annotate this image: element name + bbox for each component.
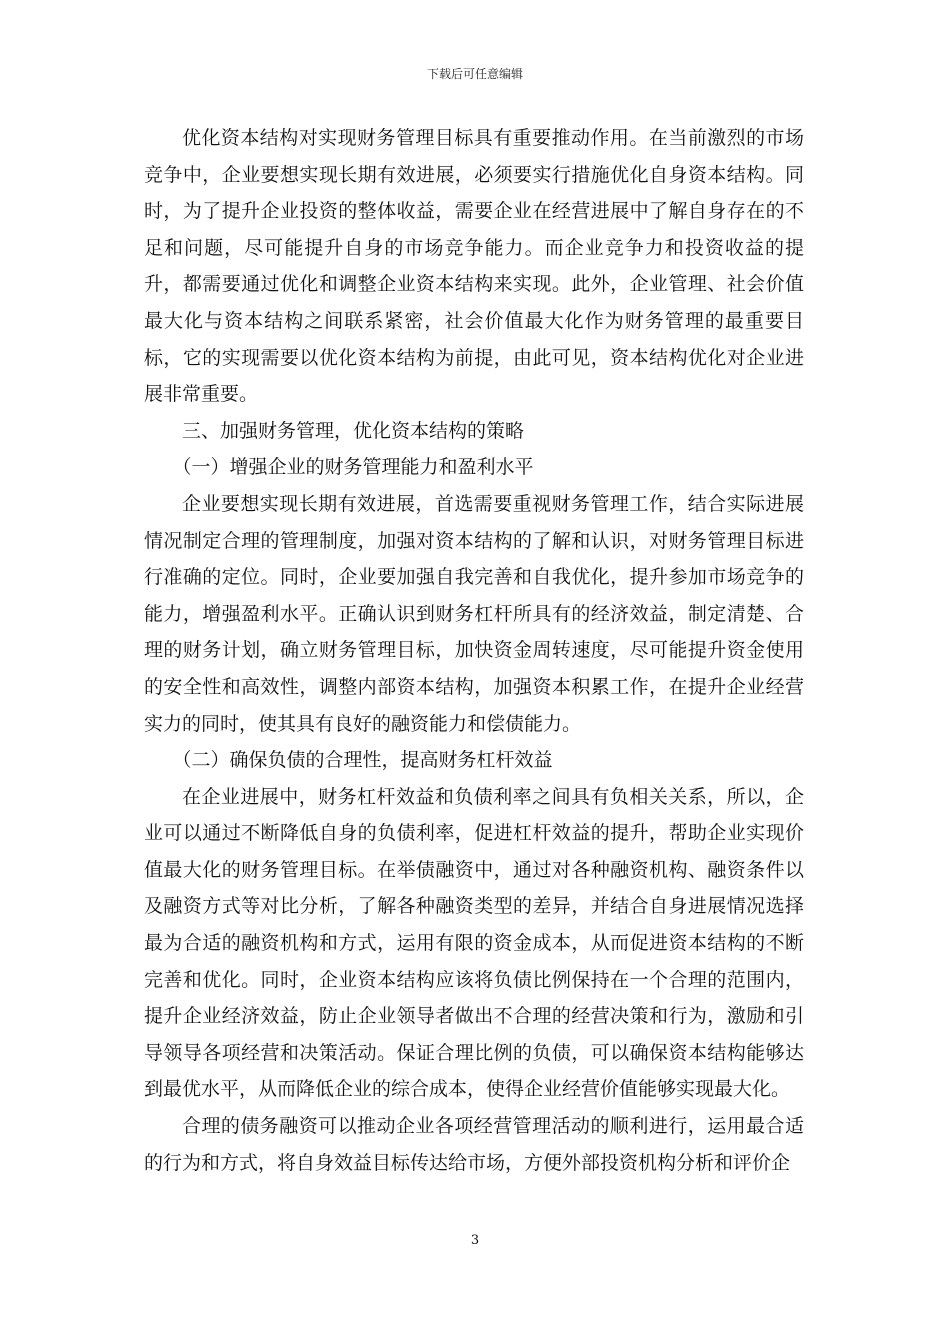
paragraph: 合理的债务融资可以推动企业各项经营管理活动的顺利进行，运用最合适的行为和方式，将自身效益目标传达给市场，方便外部投资机构分析和评价企 — [144, 1115, 804, 1174]
document-body — [144, 120, 804, 1181]
subsection-heading: （一）增强企业的财务管理能力和盈利水平 — [172, 456, 534, 479]
paragraph: 优化资本结构对实现财务管理目标具有重要推动作用。在当前激烈的市场竞争中，企业要想实现长期有效进展，必须要实行措施优化自身资本结构。同时，为了提升企业投资的整体收益，需要企业在经营进展中了解自身存在的不足和问题，尽可能提升自身的市场竞争能力。而企业竞争力和投资收益的提升，都需要通过优化和调整企业资本结构来实现。此外，企业管理、社会价值最大化与资本结构之间联系紧密，社会价值最大化作为财务管理的最重要目标，它的实现需要以优化资本结构为前提，由此可见，资本结构优化对企业进展非常重要。 — [144, 127, 804, 406]
section-heading: 三、加强财务管理，优化资本结构的策略 — [182, 419, 525, 442]
page-number: 3 — [470, 1233, 480, 1248]
paragraph: 企业要想实现长期有效进展，首选需要重视财务管理工作，结合实际进展情况制定合理的管理制度，加强对资本结构的了解和认识，对财务管理目标进行准确的定位。同时，企业要加强自我完善和自我优化，提升参加市场竞争的能力，增强盈利水平。正确认识到财务杠杆所具有的经济效益，制定清楚、合理的财务计划，确立财务管理目标，加快资金周转速度，尽可能提升资金使用的安全性和高效性，调整内部资本结构，加强资本积累工作，在提升企业经营实力的同时，使其具有良好的融资能力和偿债能力。 — [144, 492, 804, 735]
page-header: 下载后可任意编辑 — [426, 67, 523, 81]
subsection-heading: （二）确保负债的合理性，提高财务杠杆效益 — [172, 749, 553, 772]
paragraph: 在企业进展中，财务杠杆效益和负债利率之间具有负相关关系，所以，企业可以通过不断降低自身的负债利率，促进杠杆效益的提升，帮助企业实现价值最大化的财务管理目标。在举债融资中，通过对各种融资机构、融资条件以及融资方式等对比分析，了解各种融资类型的差异，并结合自身进展情况选择最为合适的融资机构和方式，运用有限的资金成本，从而促进资本结构的不断完善和优化。同时，企业资本结构应该将负债比例保持在一个合理的范围内，提升企业经济效益，防止企业领导者做出不合理的经营决策和行为，激励和引导领导各项经营和决策活动。保证合理比例的负债，可以确保资本结构能够达到最优水平，从而降低企业的综合成本，使得企业经营价值能够实现最大化。 — [144, 785, 804, 1101]
